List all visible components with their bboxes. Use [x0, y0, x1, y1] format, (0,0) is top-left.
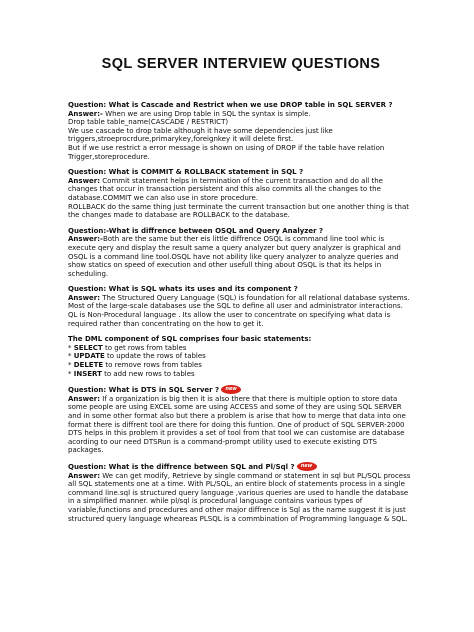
answer-text [68, 472, 414, 524]
dml-desc: to add new rows to tables [101, 369, 195, 378]
answer-line: ROLLBACK do the same thing just terminate the current transaction but one another thing is that the changes made to database are ROLLBACK to the database. [68, 202, 410, 220]
dml-desc: to update the rows of tables [104, 352, 206, 361]
dml-list [68, 344, 414, 378]
question-heading: Question: What is Cascade and Restrict when we use DROP table in SQL SERVER ? [68, 101, 393, 109]
qa-dts [68, 385, 414, 455]
new-badge-icon: new [297, 462, 317, 471]
question-heading [68, 385, 414, 395]
question-heading: Question: What is SQL whats its uses and its component ? [68, 285, 298, 294]
question-text: Question: What is DTS in SQL Server ? [68, 386, 220, 395]
answer-line: But if we use restrict a error message is shown on using of DROP if the table have relation Trigger,storeprocedure. [68, 143, 385, 161]
qa-what-is-sql [68, 285, 414, 328]
answer-text [68, 235, 414, 278]
qa-sql-plsql [68, 462, 414, 523]
dml-desc: to get rows from tables [102, 343, 187, 352]
answer-body: We can get modify, Retrieve by single command or statement in sql but PL/SQL process all SQL statements one at a time. With PL/SQL, an entire block of statements process in a single command line.sql is structured query language ,various queries are used to handle the database in a simplified manner. while pl/sql is procedural language contains various types of variable,functions and procedures and other major diffrence is Sql as the name suggest it is just structured query language wheareas PLSQL is a commbination of Programming language & SQL. [68, 471, 411, 523]
answer-label: Answer: [68, 293, 101, 302]
list-item: * DELETE to remove rows from tables [68, 361, 202, 370]
answer-line: Drop table table_name(CASCADE / RESTRICT) [68, 118, 229, 127]
page-title: SQL SERVER INTERVIEW QUESTIONS [101, 56, 381, 72]
new-badge-icon: new [221, 385, 241, 394]
question-heading [68, 462, 414, 472]
dml-keyword: INSERT [73, 369, 102, 378]
question-heading: Question: What is COMMIT & ROLLBACK statement in SQL ? [68, 168, 304, 177]
dml-keyword: SELECT [73, 343, 103, 352]
list-item: * SELECT to get rows from tables [68, 343, 187, 352]
dml-statements [68, 335, 414, 378]
answer-text [68, 110, 414, 119]
question-text: Question: What is the diffrence between SQL and Pl/Sql ? [68, 462, 295, 471]
answer-label: Answer:- [68, 109, 103, 118]
answer-text [68, 395, 414, 455]
qa-commit-rollback [68, 168, 414, 220]
list-item: * UPDATE to update the rows of tables [68, 352, 206, 361]
answer-body: If a organization is big then it is also there that there is multiple option to store data some people are using EXCEL some are using ACCESS and some of they are using SQL SERVER and in some other format also but there a problem is arise that how to merge that data into one format there is diffrent tool are there for doing this funtion. One of product of SQL SERVER-2000 DTS helps in this problem it provides a set of tool from that tool we can customise are database acording to our need DTSRun is a command-prompt utility used to execute existing DTS packages. [68, 394, 406, 455]
answer-body: Both are the same but ther eis little diffrence OSQL is command line tool whic is execute qery and display the result same a query analyzer but query analyzer is graphical and OSQL is a command line tool.OSQL have not ability like query analyzer to analyze queries and show statics on speed of execution and other usefull thing about OSQL is that its helps in scheduling. [68, 235, 401, 278]
dml-keyword: DELETE [73, 361, 104, 370]
answer-body: Commit statement helps in termination of the current transaction and do all the changes that occur in transaction persistent and this also commits all the changes to the database.COMMIT we can also use in store procedure. [68, 176, 383, 202]
dml-keyword: UPDATE [73, 352, 105, 361]
answer-line: We use cascade to drop table although it have some dependencies just like triggers,stroeprocrdure,primarykey,foreignkey it will delete first. [68, 126, 333, 144]
answer-text [68, 177, 414, 203]
answer-label: Answer: [68, 394, 101, 403]
dml-desc: to remove rows from tables [103, 361, 202, 370]
qa-osql-query-analyzer [68, 227, 414, 279]
dml-heading: The DML component of SQL comprises four basic statements: [68, 335, 312, 344]
qa-cascade-restrict [68, 101, 414, 161]
list-item: * INSERT to add new rows to tables [68, 369, 195, 378]
answer-label: Answer: [68, 176, 101, 185]
answer-text [68, 294, 414, 328]
answer-label: Answer:- [68, 235, 103, 244]
answer-label: Answer: [68, 471, 101, 480]
answer-body: The Structured Query Language (SQL) is foundation for all relational database systems. Most of the large-scale databases use the SQL to define all user and administrator interactions. QL is Non-Procedural language . Its allow the user to concentrate on specifying what data is required rather than concentrating on the how to get it. [68, 293, 410, 328]
question-heading: Question:-What is diffrence between OSQL and Query Analyzer ? [68, 226, 324, 235]
answer-body: When we are using Drop table in SQL the syntax is simple. [102, 109, 311, 118]
